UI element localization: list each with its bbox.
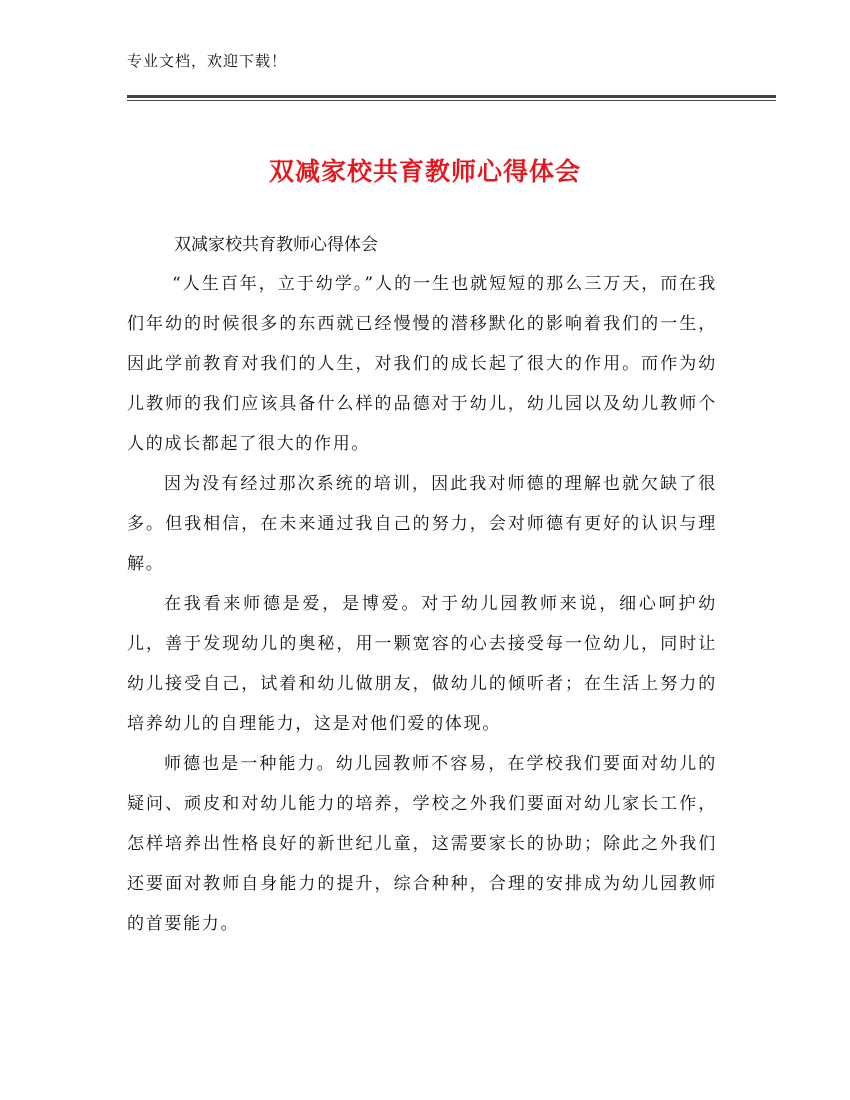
page-header-text: 专业文档，欢迎下载！ (127, 52, 288, 70)
header-rule-thick (127, 95, 776, 98)
header-rule-thin (127, 100, 776, 101)
document-body (127, 226, 717, 944)
paragraph-3: 在我看来师德是爱，是博爱。对于幼儿园教师来说，细心呵护幼儿，善于发现幼儿的奥秘，用一颗宽容的心去接受每一位幼儿，同时让幼儿接受自己，试着和幼儿做朋友，做幼儿的倾听者；在生活上努力的培养幼儿的自理能力，这是对他们爱的体现。 (127, 594, 717, 734)
document-subtitle: 双减家校共育教师心得体会 (174, 235, 378, 255)
document-title: 双减家校共育教师心得体会 (268, 157, 581, 186)
paragraph-1: “人生百年，立于幼学。”人的一生也就短短的那么三万天，而在我们年幼的时候很多的东西就已经慢慢的潜移默化的影响着我们的一生，因此学前教育对我们的人生，对我们的成长起了很大的作用。而作为幼儿教师的我们应该具备什么样的品德对于幼儿，幼儿园以及幼儿教师个人的成长都起了很大的作用。 (127, 274, 717, 454)
paragraph-2: 因为没有经过那次系统的培训，因此我对师德的理解也就欠缺了很多。但我相信，在未来通过我自己的努力，会对师德有更好的认识与理解。 (127, 474, 717, 574)
paragraph-4: 师德也是一种能力。幼儿园教师不容易，在学校我们要面对幼儿的疑问、顽皮和对幼儿能力的培养，学校之外我们要面对幼儿家长工作，怎样培养出性格良好的新世纪儿童，这需要家长的协助；除此之外我们还要面对教师自身能力的提升，综合种种，合理的安排成为幼儿园教师的首要能力。 (127, 754, 717, 934)
